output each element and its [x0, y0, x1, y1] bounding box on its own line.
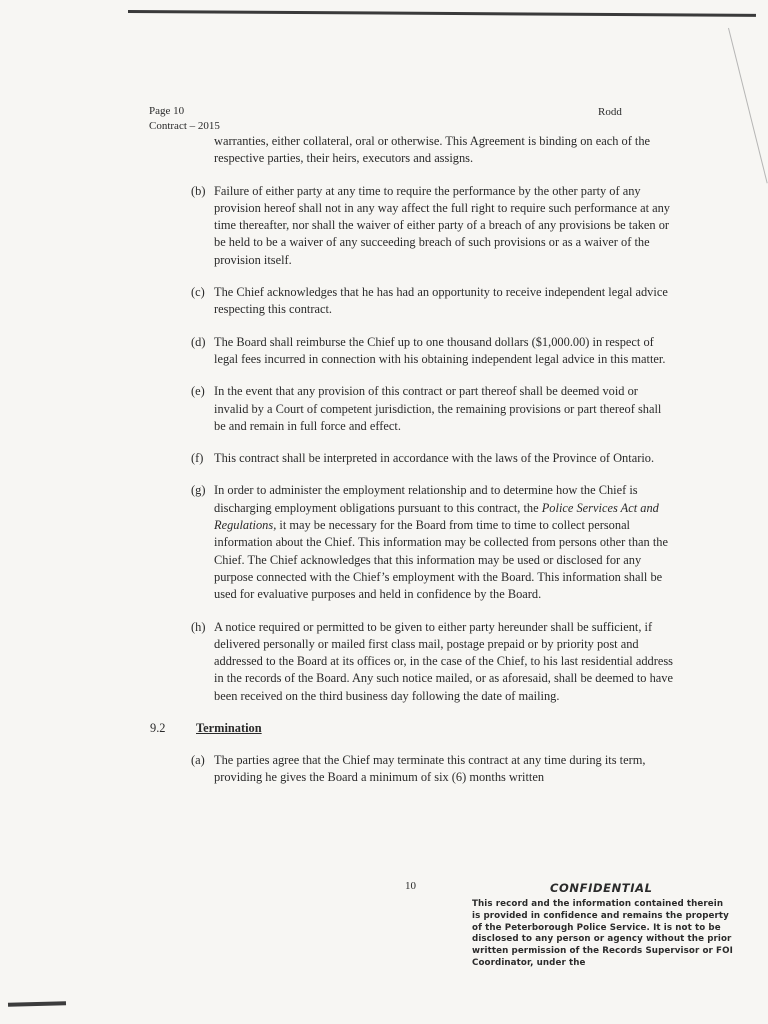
- clause-marker: (d): [191, 334, 206, 349]
- section-number: 9.2: [150, 721, 166, 736]
- clause-marker: (a): [191, 753, 205, 768]
- page-header-surname: Rodd: [598, 106, 622, 118]
- clause-b: [0, 183, 674, 269]
- clause-marker: (f): [191, 451, 204, 466]
- confidential-stamp: [472, 881, 734, 997]
- scan-top-edge-rule: [128, 10, 756, 17]
- continuation-paragraph: warranties, either collateral, oral or otherwise. This Agreement is binding on each of the respective parties, their heirs, executors and assigns.: [214, 134, 651, 166]
- clause-marker: (c): [191, 285, 205, 300]
- clause-text: A notice required or permitted to be given to either party hereunder shall be sufficient, if delivered personally or mailed first class mail, postage prepaid or by priority post and addressed to the Board at its offices or, in the case of the Chief, to his last residential address in the records of the Board. Any such notice mailed, or as aforesaid, shall be deemed to have been received on the third business day following the date of mailing.: [214, 619, 673, 703]
- page-label: Page 10: [149, 105, 185, 117]
- clause-text: The Chief acknowledges that he has had an opportunity to receive independent legal advice respecting this contract.: [214, 285, 668, 317]
- clause-f: [0, 450, 674, 467]
- contract-label: Contract – 2015: [149, 120, 220, 132]
- clause-text: The parties agree that the Chief may terminate this contract at any time during its term, providing he gives the Board a minimum of six (6) months written: [214, 753, 646, 785]
- clause-g: [0, 482, 674, 603]
- clause-text-before: In order to administer the employment relationship and to determine how the Chief is discharging employment obligations pursuant to this contract, the: [214, 483, 638, 515]
- page-number: 10: [405, 880, 416, 892]
- stamp-text: This record and the information contained therein is provided in confidence and remains the property of the Peterborough Police Service. It is not to be disclosed to any person or agency without the prior written permission of the Records Supervisor or FOI Coordinator, under the: [472, 899, 733, 968]
- section-title: Termination: [196, 721, 262, 736]
- clause-h: [0, 619, 674, 705]
- scan-bottom-mark: [8, 1001, 66, 1007]
- clause-d: [0, 334, 674, 369]
- clause-marker: (h): [191, 619, 206, 634]
- clause-c: [0, 284, 674, 319]
- clause-text: Failure of either party at any time to require the performance by the other party of any provision hereof shall not in any way affect the full right to require such performance at any time thereafter, nor shall the waiver of either party of a breach of any provisions be taken or be held to be a waiver of any succeeding breach of such provisions or as a waiver of the provision itself.: [214, 183, 671, 267]
- clause-marker: (b): [191, 183, 206, 198]
- clause-text: The Board shall reimburse the Chief up to one thousand dollars ($1,000.00) in respect of legal fees incurred in connection with his obtaining independent legal advice in this matter.: [214, 334, 666, 366]
- clause-marker: (g): [191, 483, 206, 498]
- stamp-title: CONFIDENTIAL: [550, 881, 653, 895]
- clause-text: This contract shall be interpreted in accordance with the laws of the Province of Ontario.: [214, 451, 655, 466]
- clause-text: In the event that any provision of this contract or part thereof shall be deemed void or invalid by a Court of competent jurisdiction, the remaining provisions or part thereof shall be and remain in full force and effect.: [214, 384, 662, 433]
- clause-e: [0, 383, 674, 435]
- document-body: [0, 133, 768, 802]
- act-title: Police Services Act and Regulations,: [214, 500, 659, 533]
- page-header-left: [149, 104, 220, 134]
- section-heading: [0, 720, 768, 737]
- termination-clause-a: [0, 752, 674, 787]
- clause-text-after: it may be necessary for the Board from time to time to collect personal information about the Chief. This information may be collected from persons other than the Chief. The Chief acknowledges that this information may be used or disclosed for any purpose connected with the Chief’s employment with the Board. This information shall be used for evaluative purposes and held in confidence by the Board.: [214, 518, 668, 602]
- clause-marker: (e): [191, 384, 205, 399]
